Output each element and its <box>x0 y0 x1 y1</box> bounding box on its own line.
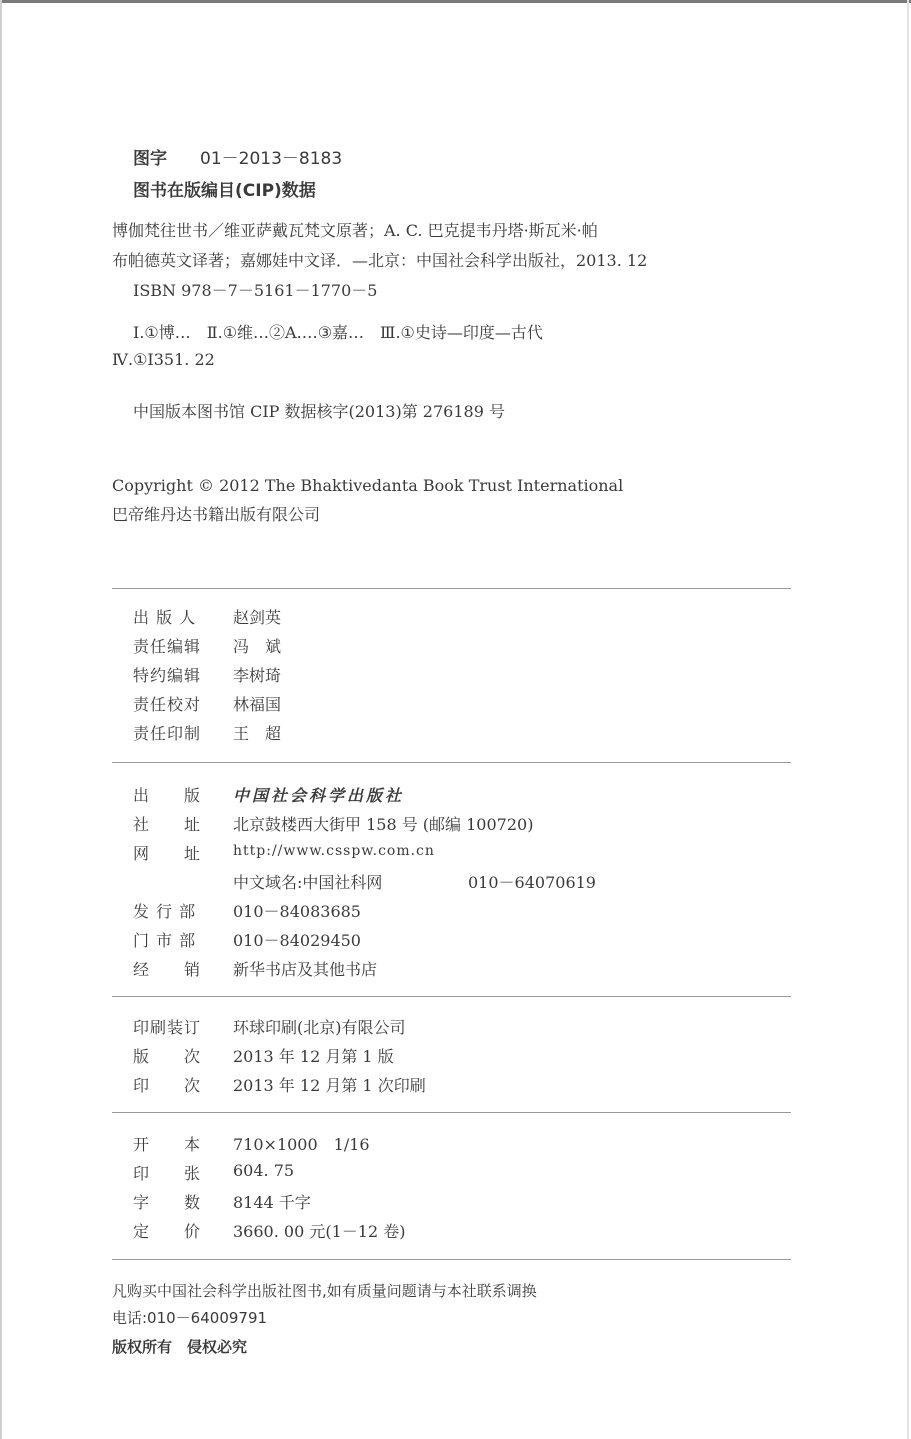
cip-record-line-1: 博伽梵往世书／维亚萨戴瓦梵文原著；A. C. 巴克提韦丹塔·斯瓦米·帕 <box>112 221 598 240</box>
classification-line-1: Ⅰ.①博… Ⅱ.①维…②A.…③嘉… Ⅲ.①史诗—印度—古代 <box>133 323 543 342</box>
spec-label-format: 开 本 <box>133 1135 202 1154</box>
sales-value: 新华书店及其他书店 <box>233 960 378 979</box>
domain-name: 中文域名:中国社科网 <box>233 873 383 892</box>
top-border <box>0 0 911 3</box>
printing-value-edition: 2013 年 12 月第 1 版 <box>233 1047 394 1066</box>
distribution-phone: 010－84083685 <box>233 902 361 921</box>
staff-label-printing: 责任印制 <box>133 724 202 743</box>
copyright-line: Copyright © 2012 The Bhaktivedanta Book Trust International <box>112 476 624 495</box>
printing-label-binding: 印刷装订 <box>133 1018 202 1037</box>
spec-value-price: 3660. 00 元(1－12 卷) <box>233 1222 406 1241</box>
web-url: http://www.csspw.com.cn <box>233 843 435 859</box>
divider-4 <box>112 1112 791 1113</box>
publisher-name: 中国社会科学出版社 <box>233 786 405 805</box>
spec-value-sheets: 604. 75 <box>233 1161 295 1180</box>
staff-value-printing: 王 超 <box>233 724 282 743</box>
address-value: 北京鼓楼西大街甲 158 号 (邮编 100720) <box>233 815 534 834</box>
address-label: 社 址 <box>133 815 202 834</box>
printing-label-edition: 版 次 <box>133 1047 202 1066</box>
printing-value-binding: 环球印刷(北京)有限公司 <box>233 1018 406 1037</box>
printing-value-impression: 2013 年 12 月第 1 次印刷 <box>233 1076 426 1095</box>
web-label: 网 址 <box>133 844 202 863</box>
left-border <box>0 0 2 1439</box>
spec-value-wordcount: 8144 千字 <box>233 1193 311 1212</box>
isbn: ISBN 978－7－5161－1770－5 <box>133 281 378 300</box>
staff-value-special-editor: 李树琦 <box>233 666 282 685</box>
service-phone: 电话:010－64009791 <box>112 1309 268 1327</box>
spec-label-wordcount: 字 数 <box>133 1193 202 1212</box>
rights-notice: 版权所有 侵权必究 <box>112 1338 248 1356</box>
permit-label: 图字 <box>133 149 167 169</box>
permit-number: 01－2013－8183 <box>200 149 343 169</box>
printing-label-impression: 印 次 <box>133 1076 202 1095</box>
staff-value-publisher: 赵剑英 <box>233 608 282 627</box>
classification-line-2: Ⅳ.①I351. 22 <box>112 350 215 369</box>
staff-label-proofreader: 责任校对 <box>133 695 202 714</box>
distribution-label: 发 行 部 <box>133 902 197 921</box>
spec-label-sheets: 印 张 <box>133 1164 202 1183</box>
staff-label-editor: 责任编辑 <box>133 637 202 656</box>
cip-record-line-2: 布帕德英文译著；嘉娜娃中文译．—北京：中国社会科学出版社，2013. 12 <box>112 251 648 270</box>
quality-notice: 凡购买中国社会科学出版社图书,如有质量问题请与本社联系调换 <box>112 1282 537 1300</box>
divider-3 <box>112 996 791 997</box>
staff-label-special-editor: 特约编辑 <box>133 666 202 685</box>
staff-label-publisher: 出 版 人 <box>133 608 197 627</box>
publish-label: 出 版 <box>133 786 202 805</box>
divider-1 <box>112 588 791 589</box>
spec-label-price: 定 价 <box>133 1222 202 1241</box>
retail-phone: 010－84029450 <box>233 931 361 950</box>
divider-2 <box>112 762 791 763</box>
domain-phone: 010－64070619 <box>468 873 596 892</box>
sales-label: 经 销 <box>133 960 202 979</box>
staff-value-editor: 冯 斌 <box>233 637 282 656</box>
staff-value-proofreader: 林福国 <box>233 695 282 714</box>
cip-check-number: 中国版本图书馆 CIP 数据核字(2013)第 276189 号 <box>133 402 505 421</box>
divider-5 <box>112 1259 791 1260</box>
cip-title: 图书在版编目(CIP)数据 <box>133 181 316 201</box>
retail-label: 门 市 部 <box>133 931 197 950</box>
copyright-company: 巴帝维丹达书籍出版有限公司 <box>112 505 321 524</box>
spec-value-format: 710×1000 1/16 <box>233 1135 370 1154</box>
right-border <box>907 0 909 1439</box>
